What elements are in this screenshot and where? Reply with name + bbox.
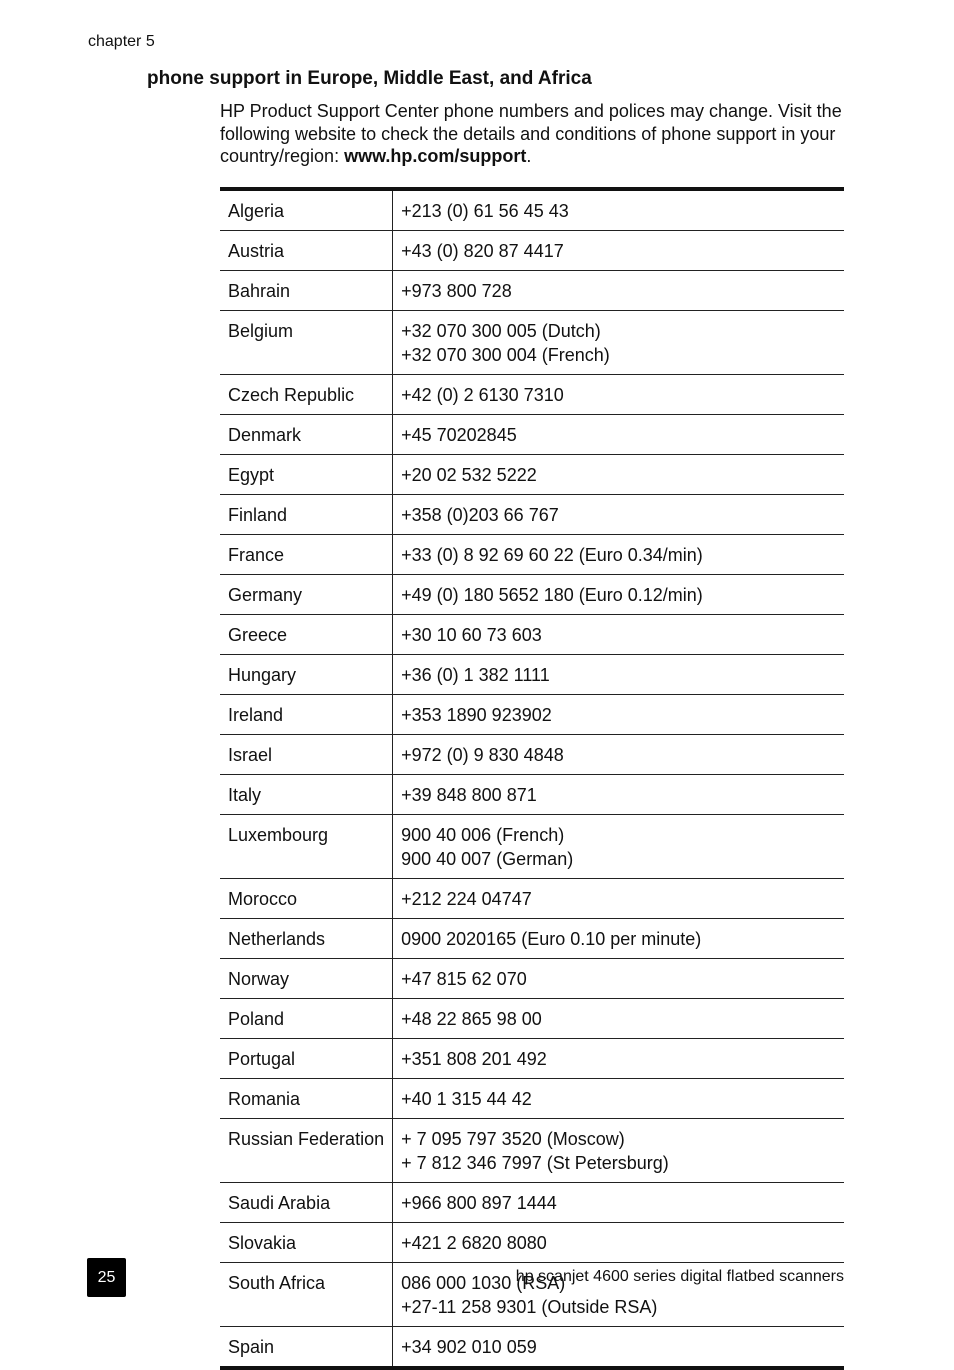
table-row	[220, 615, 844, 655]
phone-number-cell	[393, 495, 844, 535]
phone-number: +43 (0) 820 87 4417	[401, 241, 564, 261]
country-cell: Germany	[220, 575, 393, 615]
phone-number-cell	[393, 735, 844, 775]
country-cell: Portugal	[220, 1039, 393, 1079]
table-row	[220, 999, 844, 1039]
phone-number-cell	[393, 575, 844, 615]
intro-paragraph	[220, 100, 845, 168]
phone-number: +973 800 728	[401, 281, 512, 301]
section-heading: phone support in Europe, Middle East, and Africa	[147, 68, 592, 89]
table-row	[220, 919, 844, 959]
phone-number-cell	[393, 815, 844, 879]
phone-number: 900 40 006 (French)	[401, 825, 565, 845]
table-row	[220, 415, 844, 455]
phone-number: +45 70202845	[401, 425, 517, 445]
page-number-badge: 25	[87, 1258, 126, 1297]
phone-number: +48 22 865 98 00	[401, 1009, 542, 1029]
country-cell: France	[220, 535, 393, 575]
phone-number: + 7 095 797 3520 (Moscow)	[401, 1129, 625, 1149]
phone-number-cell	[393, 1119, 844, 1183]
phone-number: +32 070 300 005 (Dutch)	[401, 321, 601, 341]
country-cell: Austria	[220, 231, 393, 271]
table-row	[220, 1223, 844, 1263]
country-cell: Greece	[220, 615, 393, 655]
table-row	[220, 271, 844, 311]
country-cell: Luxembourg	[220, 815, 393, 879]
phone-number-cell	[393, 615, 844, 655]
phone-number: +47 815 62 070	[401, 969, 527, 989]
country-cell: Morocco	[220, 879, 393, 919]
phone-number-cell	[393, 535, 844, 575]
phone-number: 0900 2020165 (Euro 0.10 per minute)	[401, 929, 702, 949]
country-cell: Hungary	[220, 655, 393, 695]
phone-number-cell	[393, 775, 844, 815]
table-row	[220, 775, 844, 815]
phone-number: 900 40 007 (German)	[401, 849, 574, 869]
phone-number-cell	[393, 311, 844, 375]
footer-product-title: hp scanjet 4600 series digital flatbed scanners	[515, 1268, 844, 1285]
support-url-link[interactable]: www.hp.com/support	[344, 146, 527, 166]
country-cell: Bahrain	[220, 271, 393, 311]
chapter-label: chapter 5	[88, 33, 155, 50]
phone-number: +421 2 6820 8080	[401, 1233, 547, 1253]
country-cell: Israel	[220, 735, 393, 775]
phone-number-cell	[393, 655, 844, 695]
phone-table-body	[220, 189, 844, 1368]
country-cell: Norway	[220, 959, 393, 999]
country-cell: Czech Republic	[220, 375, 393, 415]
country-cell: Finland	[220, 495, 393, 535]
phone-number: +27-11 258 9301 (Outside RSA)	[401, 1297, 658, 1317]
country-cell: Belgium	[220, 311, 393, 375]
table-row	[220, 495, 844, 535]
phone-number: 086 000 1030 (RSA)	[401, 1273, 566, 1293]
phone-number-cell	[393, 375, 844, 415]
phone-number-cell	[393, 1223, 844, 1263]
phone-number-cell	[393, 999, 844, 1039]
phone-number: +212 224 04747	[401, 889, 532, 909]
country-cell: Saudi Arabia	[220, 1183, 393, 1223]
phone-number: +966 800 897 1444	[401, 1193, 557, 1213]
table-row	[220, 735, 844, 775]
phone-support-table	[220, 187, 844, 1370]
phone-number: +358 (0)203 66 767	[401, 505, 559, 525]
phone-number-cell	[393, 455, 844, 495]
phone-number-cell	[393, 879, 844, 919]
table-row	[220, 1119, 844, 1183]
country-cell: Egypt	[220, 455, 393, 495]
intro-end: .	[526, 146, 532, 166]
phone-number-cell	[393, 1183, 844, 1223]
table-row	[220, 1327, 844, 1369]
phone-number-cell	[393, 1039, 844, 1079]
country-cell: Russian Federation	[220, 1119, 393, 1183]
phone-number: +213 (0) 61 56 45 43	[401, 201, 569, 221]
phone-number-cell	[393, 1079, 844, 1119]
phone-number-cell	[393, 231, 844, 271]
phone-number: +39 848 800 871	[401, 785, 537, 805]
country-cell: Romania	[220, 1079, 393, 1119]
phone-number: +49 (0) 180 5652 180 (Euro 0.12/min)	[401, 585, 703, 605]
phone-number-cell	[393, 1327, 844, 1369]
table-row	[220, 879, 844, 919]
phone-number: +36 (0) 1 382 1111	[401, 665, 550, 685]
phone-number-cell	[393, 271, 844, 311]
table-row	[220, 1079, 844, 1119]
table-row	[220, 189, 844, 231]
phone-number: + 7 812 346 7997 (St Petersburg)	[401, 1153, 669, 1173]
phone-number: +40 1 315 44 42	[401, 1089, 532, 1109]
table-row	[220, 455, 844, 495]
phone-number-cell	[393, 189, 844, 231]
phone-number-cell	[393, 415, 844, 455]
table-row	[220, 311, 844, 375]
phone-number-cell	[393, 959, 844, 999]
country-cell: South Africa	[220, 1263, 393, 1327]
table-row	[220, 535, 844, 575]
table-row	[220, 575, 844, 615]
country-cell: Algeria	[220, 189, 393, 231]
phone-number: +34 902 010 059	[401, 1337, 537, 1357]
table-row	[220, 231, 844, 271]
country-cell: Poland	[220, 999, 393, 1039]
table-row	[220, 695, 844, 735]
phone-number: +42 (0) 2 6130 7310	[401, 385, 564, 405]
country-cell: Slovakia	[220, 1223, 393, 1263]
table-row	[220, 1183, 844, 1223]
phone-number: +20 02 532 5222	[401, 465, 537, 485]
country-cell: Italy	[220, 775, 393, 815]
country-cell: Ireland	[220, 695, 393, 735]
table-row	[220, 815, 844, 879]
phone-number: +33 (0) 8 92 69 60 22 (Euro 0.34/min)	[401, 545, 703, 565]
table-row	[220, 655, 844, 695]
phone-number-cell	[393, 919, 844, 959]
phone-number-cell	[393, 695, 844, 735]
table-row	[220, 1039, 844, 1079]
phone-number: +353 1890 923902	[401, 705, 552, 725]
country-cell: Denmark	[220, 415, 393, 455]
phone-number: +351 808 201 492	[401, 1049, 547, 1069]
table-row	[220, 375, 844, 415]
phone-number: +32 070 300 004 (French)	[401, 345, 610, 365]
phone-number: +30 10 60 73 603	[401, 625, 542, 645]
table-row	[220, 959, 844, 999]
phone-number: +972 (0) 9 830 4848	[401, 745, 564, 765]
intro-text: HP Product Support Center phone numbers and polices may change. Visit the following website to check the details and conditions of phone support in your country/region:	[220, 101, 842, 166]
country-cell: Netherlands	[220, 919, 393, 959]
country-cell: Spain	[220, 1327, 393, 1369]
